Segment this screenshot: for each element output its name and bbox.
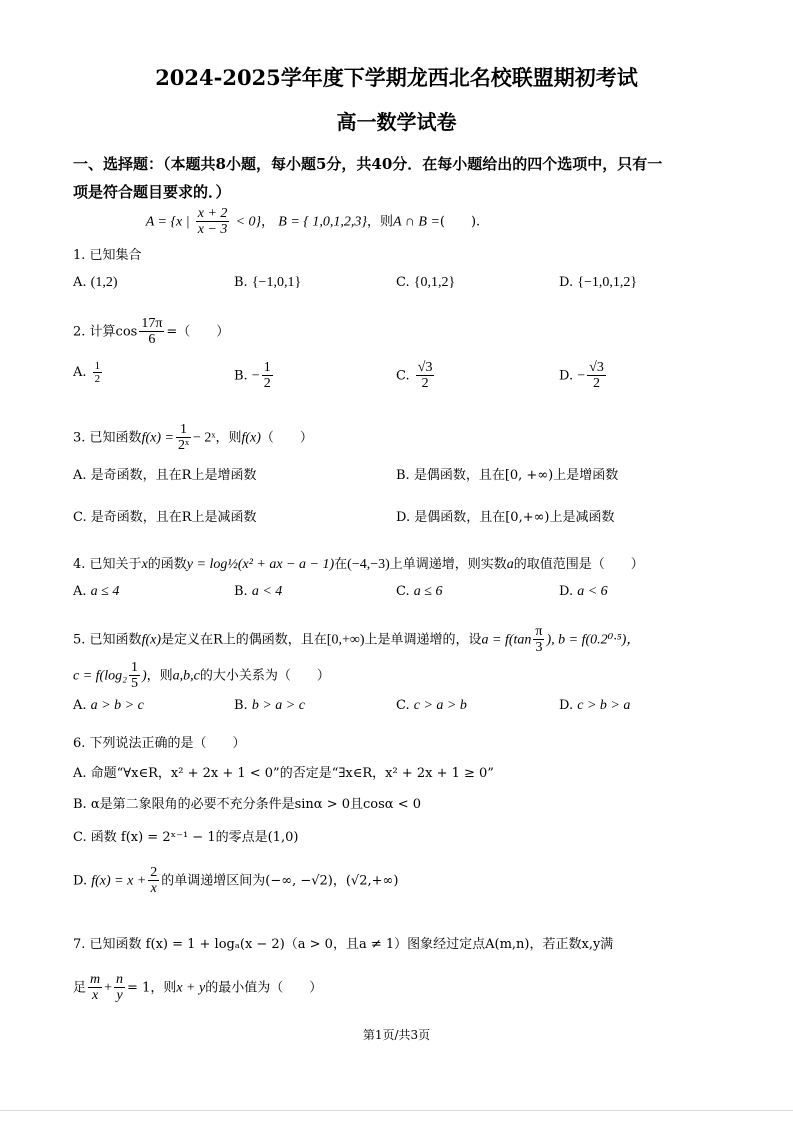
question-5-line1: 5. 已知函数f(x)是定义在R上的偶函数，且在[0,+∞)上是单调递增的，设a = f(tan $\frac{\pi}{3}$ ), b = f(0.2⁰·⁵)， [73,624,641,656]
exam-title: 2024-2025学年度下学期龙西北名校联盟期初考试 [155,65,638,90]
q1-option-a[interactable]: A. (1,2) [73,275,118,290]
q6-option-b[interactable]: B. α是第二象限角的必要不充分条件是sinα > 0且cosα < 0 [73,797,421,812]
q2-option-b[interactable]: B. − $\frac{1}{2}$ [234,360,271,392]
q5-option-a[interactable]: A. a > b > c [73,698,144,713]
question-4: 4. 已知关于x的函数y = log½(x² + ax − a − 1)在(−4,−3)上单调递增，则实数a的取值范围是（ ） [73,557,644,572]
q4-option-a[interactable]: A. a ≤ 4 [73,584,120,599]
question-7-line1: 7. 已知函数 f(x) = 1 + logₐ(x − 2)（a > 0，且a ≠ 1）图象经过定点A(m,n)，若正数x,y满 [73,937,614,952]
q3-option-a[interactable]: A. 是奇函数，且在R上是增函数 [73,468,257,483]
cos-fraction: $\frac{17\pi}{6}$ [141,316,163,348]
page-footer: 第1页/共3页 [362,1028,431,1042]
q2-option-c[interactable]: C. $\frac{√3}{2}$ [396,360,433,392]
q6-option-a[interactable]: A. 命题“∀x∈R，x² + 2x + 1 < 0”的否定是“∃x∈R，x² + 2x + 1 ≥ 0” [73,766,494,781]
question-1: 1. 已知集合 A = {x | $\frac{x + 2}{x - 3}$ < 0}， B = { 1,0,1,2,3}，则A ∩ B =( ). [73,206,481,264]
q1-option-d[interactable]: D. {−1,0,1,2} [559,275,638,290]
q3-option-d[interactable]: D. 是偶函数，且在[0,+∞)上是减函数 [396,510,615,525]
page-bottom-divider [0,1110,793,1111]
q5-option-c[interactable]: C. c > a > b [396,698,467,713]
q3-option-c[interactable]: C. 是奇函数，且在R上是减函数 [73,510,257,525]
q1-option-b[interactable]: B. {−1,0,1} [234,275,302,290]
exam-subtitle: 高一数学试卷 [336,110,457,134]
q4-option-d[interactable]: D. a < 6 [559,584,608,599]
question-7-line2: 足 $\frac{m}{x}$ + $\frac{n}{y}$ = 1，则x + y的最小值为（ ） [73,972,323,1004]
q4-option-c[interactable]: C. a ≤ 6 [396,584,443,599]
q1-option-c[interactable]: C. {0,1,2} [396,275,456,290]
q3-option-b[interactable]: B. 是偶函数，且在[0, +∞)上是增函数 [396,468,619,483]
question-3: 3. 已知函数f(x) = $\frac{1}{\text{2ˣ}}$ − 2ˣ，则f(x)（ ） [73,422,313,454]
q4-option-b[interactable]: B. a < 4 [234,584,283,599]
q6-option-c[interactable]: C. 函数 f(x) = 2ˣ⁻¹ − 1的零点是(1,0) [73,830,299,845]
question-5-line2: c = f(log₂ $\frac{1}{5}$ )，则a,b,c的大小关系为（ ） [73,660,330,692]
section-heading-line2: 项是符合题目要求的．） [73,183,231,201]
set-a-fraction: $\frac{x + 2}{x - 3}$ [197,206,228,238]
q5-option-b[interactable]: B. b > a > c [234,698,305,713]
q5-option-d[interactable]: D. c > b > a [559,698,631,713]
question-6: 6. 下列说法正确的是（ ） [73,736,246,751]
q6-option-d[interactable]: D. f(x) = x + $\frac{2}{x}$ 的单调递增区间为(−∞, −√2)，(√2,+∞) [73,865,399,897]
section-heading-line1: 一、选择题：（本题共8小题，每小题5分，共40分．在每小题给出的四个选项中，只有一 [73,155,663,173]
q2-option-a[interactable]: A. $\frac{1}{2}$ [73,360,101,386]
question-2: 2. 计算cos $\frac{17\pi}{6}$ =（ ） [73,316,230,348]
q2-option-d[interactable]: D. − $\frac{√3}{2}$ [559,360,604,392]
